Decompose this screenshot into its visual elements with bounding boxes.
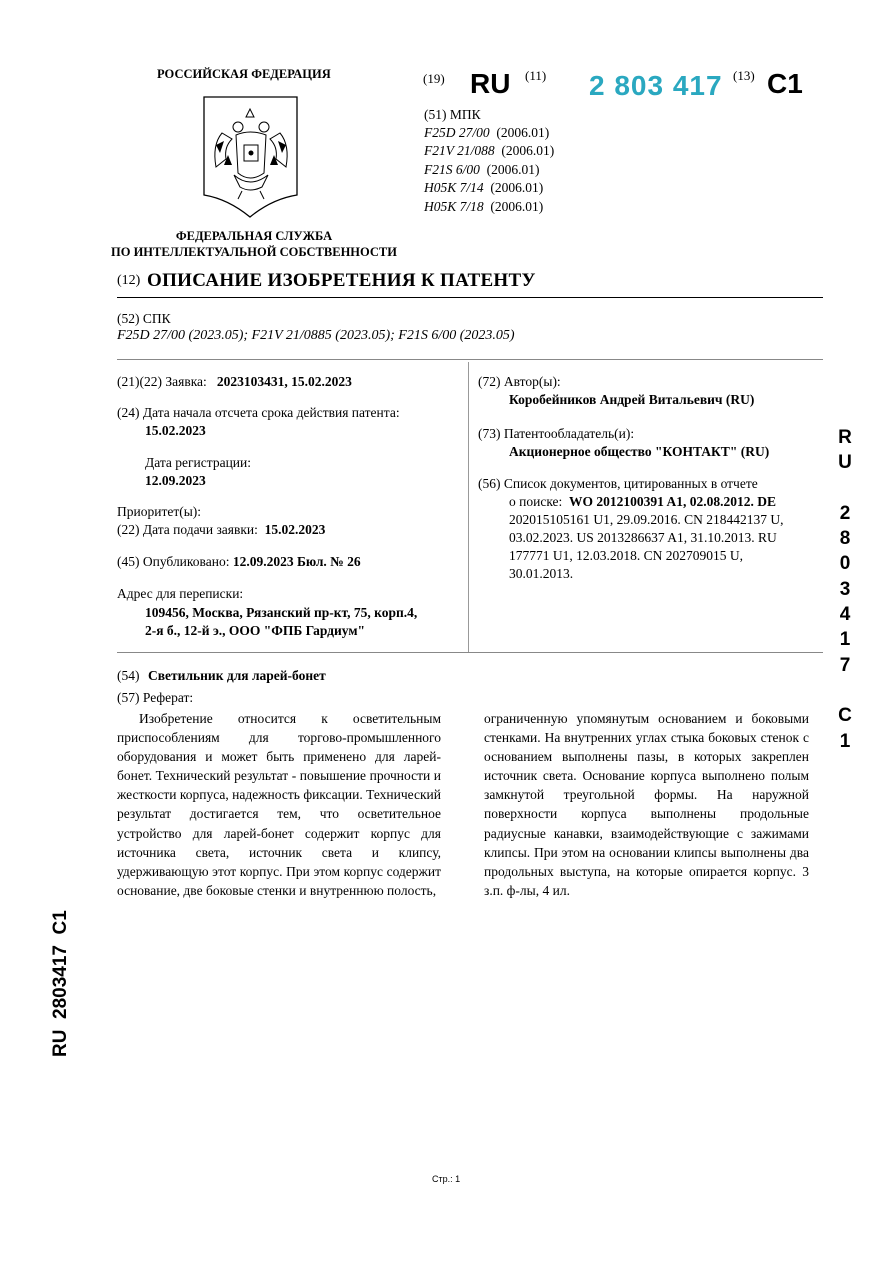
page-number: Стр.: 1: [432, 1174, 461, 1184]
author-label: (72) Автор(ы):: [478, 374, 561, 389]
mpk-list: [424, 124, 554, 216]
title-divider: [117, 297, 823, 298]
priority-label: Приоритет(ы):: [117, 504, 202, 519]
cited-label: (56) Список документов, цитированных в отчете: [478, 476, 758, 491]
cited-prefix: о поиске:: [509, 494, 563, 509]
term-start-label: (24) Дата начала отсчета срока действия патента:: [117, 405, 400, 420]
application-label: (21)(22) Заявка:: [117, 374, 207, 389]
side-char: 3: [839, 578, 851, 600]
published-label: (45) Опубликовано:: [117, 554, 230, 569]
mpk-item: [424, 161, 554, 179]
mpk-version: (2006.01): [501, 143, 555, 159]
side-mark-left: [46, 712, 76, 1057]
mpk-code: H05K 7/18: [424, 198, 484, 214]
side-char: R: [838, 427, 852, 448]
published-value: 12.09.2023 Бюл. № 26: [232, 554, 361, 569]
side-mark-right: [833, 425, 857, 754]
owner-value: Акционерное общество "КОНТАКТ" (RU): [509, 444, 770, 459]
column-divider: [468, 362, 469, 652]
address-line-1: 109456, Москва, Рязанский пр-кт, 75, корп.4,: [145, 605, 418, 620]
abstract-label: (57) Реферат:: [117, 690, 194, 705]
author-value: Коробейников Андрей Витальевич (RU): [509, 392, 755, 407]
country-code: RU: [470, 68, 511, 99]
cited-first-line: [509, 493, 776, 511]
patent-kind: C1: [767, 68, 803, 99]
registration-label: Дата регистрации:: [145, 455, 252, 470]
address-label: Адрес для переписки:: [117, 586, 244, 601]
owner-label: (73) Патентообладатель(и):: [478, 426, 635, 441]
filing-field: [117, 521, 325, 539]
side-char: [833, 678, 857, 703]
cited-line: 202015105161 U1, 29.09.2016. CN 218442137 U,: [509, 512, 784, 527]
mpk-code: F21V 21/088: [424, 143, 495, 159]
patent-number: 2 803 417: [589, 70, 723, 101]
mpk-version: (2006.01): [486, 161, 540, 177]
mpk-version: (2006.01): [490, 198, 544, 214]
registration-value: 12.09.2023: [145, 473, 206, 488]
mpk-item: [424, 142, 554, 160]
agency-line-2: ПО ИНТЕЛЛЕКТУАЛЬНОЙ СОБСТВЕННОСТИ: [111, 245, 397, 259]
inid-54: (54): [117, 668, 140, 683]
biblio-divider: [117, 652, 823, 653]
mpk-item: [424, 124, 554, 142]
abstract-text-left: Изобретение относится к осветительным приспособлениям для торгово-промышленного оборудования и может быть применено для ларей-бонет. Технический результат - повышение прочности и жесткости корпуса, надежность фиксации. Технический результат достигается тем, что осветительное устройство для ларей-бонет содержит корпус для источника света, источник света и клипсу, удерживающую этот корпус. При этом корпус содержит основание, две боковые стенки и внутреннюю полость,: [117, 711, 441, 898]
cited-line: 03.02.2023. US 2013286637 A1, 31.10.2013. RU: [509, 530, 777, 545]
filing-value: 15.02.2023: [264, 522, 326, 537]
side-char: U: [838, 452, 852, 474]
cited-line: 177771 U1, 12.03.2018. CN 202709015 U,: [509, 548, 744, 563]
term-start-value: 15.02.2023: [145, 423, 206, 438]
country-name: РОССИЙСКАЯ ФЕДЕРАЦИЯ: [157, 67, 331, 81]
inid-11: (11): [525, 68, 547, 83]
agency-name: [95, 228, 413, 260]
agency-line-1: ФЕДЕРАЛЬНАЯ СЛУЖБА: [175, 229, 333, 243]
mpk-code: H05K 7/14: [424, 180, 484, 196]
application-value: 2023103431, 15.02.2023: [216, 374, 352, 389]
filing-label: (22) Дата подачи заявки:: [117, 522, 258, 537]
mpk-label: (51) МПК: [424, 107, 481, 122]
mpk-code: F21S 6/00: [424, 161, 480, 177]
document-title: ОПИСАНИЕ ИЗОБРЕТЕНИЯ К ПАТЕНТУ: [147, 270, 536, 291]
side-char: 1: [839, 730, 851, 752]
inid-12: (12): [117, 273, 141, 288]
side-char: C: [838, 705, 852, 727]
cited-line: 30.01.2013.: [509, 566, 574, 581]
side-char: [833, 476, 857, 501]
inid-19: (19): [423, 71, 445, 86]
invention-title: Светильник для ларей-бонет: [148, 668, 326, 683]
mpk-version: (2006.01): [496, 125, 550, 140]
mpk-item: [424, 179, 554, 197]
spk-codes: F25D 27/00 (2023.05); F21V 21/0885 (2023.05); F21S 6/00 (2023.05): [117, 328, 515, 343]
side-char: 8: [839, 528, 851, 550]
mpk-item: [424, 198, 554, 216]
spk-label: (52) СПК: [117, 311, 171, 326]
side-char: 2: [839, 502, 851, 524]
side-char: 1: [839, 629, 851, 651]
side-char: 4: [839, 604, 851, 626]
inid-13: (13): [733, 68, 755, 83]
cited-line: WO 2012100391 A1, 02.08.2012. DE: [569, 494, 777, 509]
published-field: [117, 553, 361, 571]
russian-coat-of-arms-icon: [202, 95, 299, 211]
mpk-code: F25D 27/00: [424, 125, 490, 140]
side-char: 7: [839, 654, 851, 676]
application-field: [117, 373, 352, 391]
spk-divider: [117, 359, 823, 360]
mpk-version: (2006.01): [490, 180, 544, 196]
address-line-2: 2-я б., 12-й э., ООО "ФПБ Гардиум": [145, 623, 366, 638]
abstract-text-right: ограниченную упомянутым основанием и боковыми стенками. На внутренних углах стыка боковых стенок с основанием выполнены пазы, в которых закреплен источник света. Основание корпуса выполнено полым замкнутой треугольной формы. На наружной поверхности корпуса выполнены продольные радиусные канавки, взаимодействующие с зажимами клипсы. При этом на основании клипсы выполнены два продольных выступа, на которые опирается корпус. 3 з.п. ф-лы, 4 ил.: [484, 711, 809, 898]
side-char: 0: [839, 553, 851, 575]
side-mark-left-text: RU 2803417 C1: [50, 910, 71, 1057]
